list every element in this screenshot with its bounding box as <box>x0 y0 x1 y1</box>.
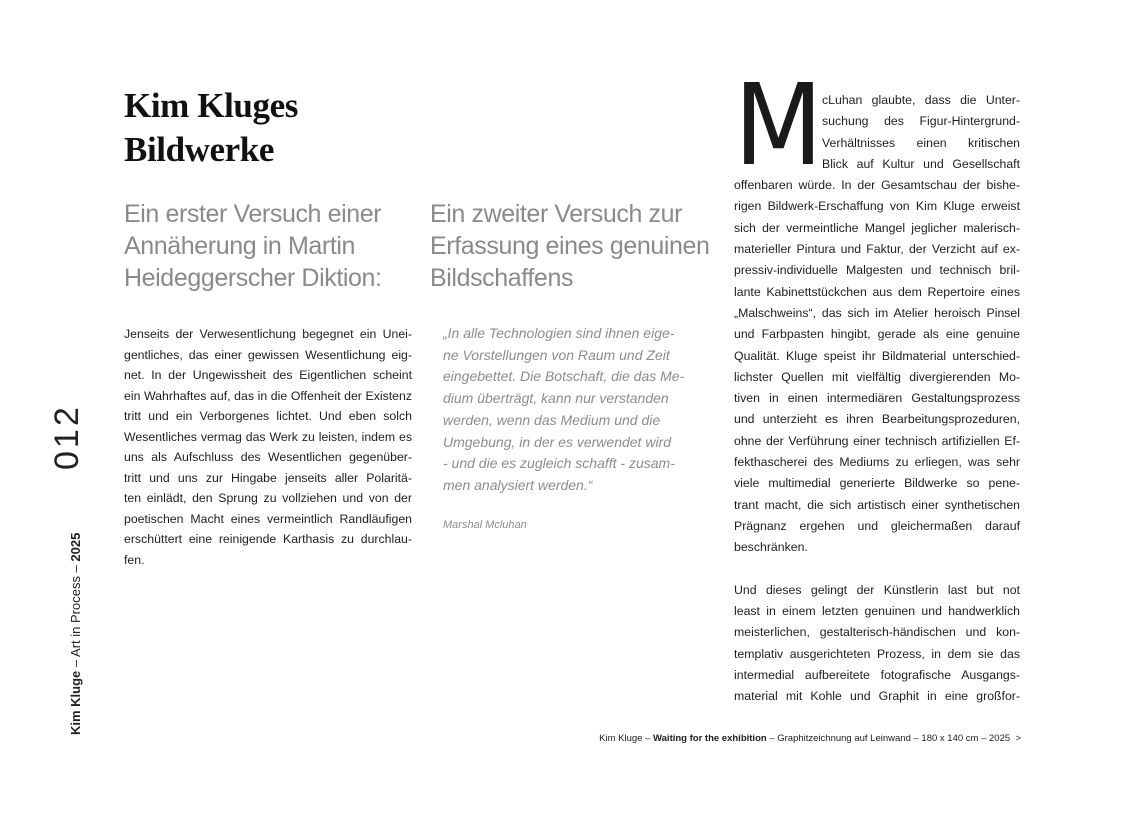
text-line: ten einlädt, den Sprung zu vollziehen und von der <box>124 491 412 505</box>
text-line: und Farbpasten hingibt, gerade als eine genuine <box>734 327 1020 342</box>
subheading-left <box>124 198 414 294</box>
text-line: trant macht, die sich artistisch einer synthetischen <box>734 497 1020 512</box>
quote-author: Marshal Mcluhan <box>443 519 527 531</box>
text-line: Qualität. Kluge speist ihr Bildmaterial unterschied- <box>734 348 1020 363</box>
text-line: tiven in einen intermediären Gestaltungsprozess <box>734 391 1020 406</box>
text-line: Blick auf Kultur und Gesellschaft <box>822 156 1020 171</box>
text-line: rigen Bildwerk-Erschaffung von Kim Kluge erweist <box>734 199 1020 214</box>
quote-line: „In alle Technologien sind ihnen eige- <box>443 325 675 341</box>
text-line: cLuhan glaubte, dass die Unter- <box>822 93 1020 107</box>
sidebar-series: – Art in Process – <box>68 561 83 671</box>
subheading-right <box>430 198 730 294</box>
text-line: Jenseits der Verwesentlichung begegnet ein Unei- <box>124 327 412 341</box>
text-line: und unterzieht es ihren Bearbeitungsprozeduren, <box>734 412 1020 427</box>
text-line: offenbaren würde. In der Gesamtschau der bishe- <box>734 178 1020 193</box>
quote-line: Umgebung, in der es verwendet wird <box>443 433 672 450</box>
quote-line: - und die es zugleich schafft - zusam- <box>443 455 675 472</box>
text-line: fen. <box>124 552 145 567</box>
next-arrow[interactable]: > <box>1015 733 1021 744</box>
title-line: Kim Kluges <box>124 86 298 125</box>
caption-work-title: Waiting for the exhibition <box>653 733 767 744</box>
text-line: meisterlichen, gestalterisch-händischen und kon- <box>734 625 1020 640</box>
quote-line: werden, wenn das Medium und die <box>443 411 661 428</box>
text-line: Und dieses gelingt der Künstlerin last but not <box>734 582 1020 597</box>
subheading-line: Ein erster Versuch einer <box>124 200 382 228</box>
text-line: Prägnanz ergehen und gleichermaßen darauf <box>734 518 1020 533</box>
text-line: least in einem letzten genuinen und handwerklich <box>734 604 1020 619</box>
text-line: Wesentliches vermag das Werk zu leisten, indem es <box>124 429 412 444</box>
text-line: gentliches, das einer gewissen Wesentlichung eig- <box>124 347 412 362</box>
caption-artist: Kim Kluge – <box>599 733 654 744</box>
text-line: uns als Aufschluss des Wesentlichen gegenüber- <box>124 450 412 464</box>
quote-line: eingebettet. Die Botschaft, die das Me- <box>443 368 685 385</box>
text-line: beschränken. <box>734 540 808 555</box>
body-text-left <box>124 324 412 570</box>
text-line: ohne der Verführung einer technisch artifiziellen Ef- <box>734 433 1020 448</box>
image-caption <box>599 733 1021 744</box>
text-line: intermedial aufbereitete fotografische Ausgangs- <box>734 668 1020 683</box>
text-line: material mit Kohle und Graphit in eine großfor- <box>734 689 1020 704</box>
sidebar-year: 2025 <box>68 532 83 562</box>
subheading-line: Annäherung in Martin <box>124 232 356 260</box>
title-line: Bildwerke <box>124 130 275 169</box>
text-line: erschüttert eine reinigende Karthasis zu durchlau- <box>124 532 412 546</box>
text-line: lante Kabinettstückchen aus dem Repertoire eines <box>734 284 1020 299</box>
body-text-right <box>734 90 1020 708</box>
text-line: poetischen Macht eines vermeintlich Randläufigen <box>124 511 412 526</box>
text-line: tritt und uns zur Hingabe jenseits aller Polaritä- <box>124 470 412 485</box>
drop-cap: M <box>734 61 823 191</box>
text-line: fekthascherei des Mediums zu erliegen, was sehr <box>734 455 1020 470</box>
page-number: 012 <box>48 404 86 470</box>
quote-line: ne Vorstellungen von Raum und Zeit <box>443 346 670 363</box>
quote-line: dium überträgt, kann nur verstanden <box>443 390 669 407</box>
text-line: sich der vermeintliche Mangel jeglicher malerisch- <box>734 220 1020 235</box>
page-title <box>124 84 424 172</box>
text-line: net. In der Ungewissheit des Eigentlichen scheint <box>124 368 412 382</box>
text-line: pressiv-individuelle Malgesten und technisch bril- <box>734 263 1020 278</box>
text-line: suchung des Figur-Hintergrund- <box>822 114 1020 129</box>
subheading-line: Heideggerscher Diktion: <box>124 264 382 292</box>
text-line: „Malschweins“, das sich im Atelier heroisch Pinsel <box>734 305 1020 320</box>
text-line: templativ ausgerichteten Prozess, in dem sie das <box>734 646 1020 661</box>
text-line: ein Wahrhaftes auf, das in die Offenheit der Existenz <box>124 388 412 403</box>
sidebar-artist: Kim Kluge <box>68 670 83 735</box>
paragraph-gap <box>734 559 1020 580</box>
text-line: tritt und ein Verborgenes lichtet. Und eben solch <box>124 409 412 423</box>
subheading-line: Ein zweiter Versuch zur <box>430 200 683 228</box>
quote-line: men analysiert werden.“ <box>443 476 593 493</box>
text-line: Verhältnisses einen kritischen <box>822 135 1020 150</box>
quote <box>443 323 705 497</box>
subheading-line: Bildschaffens <box>430 264 574 292</box>
text-line: viele multimedial generierte Bildwerke so pene- <box>734 476 1020 491</box>
caption-details: – Graphitzeichnung auf Leinwand – 180 x 140 cm – 2025 <box>766 733 1011 744</box>
text-line: lichster Quellen mit vielfältig divergierenden Mo- <box>734 369 1020 384</box>
subheading-line: Erfassung eines genuinen <box>430 232 710 260</box>
text-line: materieller Pintura und Faktur, der Verzicht auf ex- <box>734 242 1020 257</box>
vertical-running-header <box>68 533 83 735</box>
